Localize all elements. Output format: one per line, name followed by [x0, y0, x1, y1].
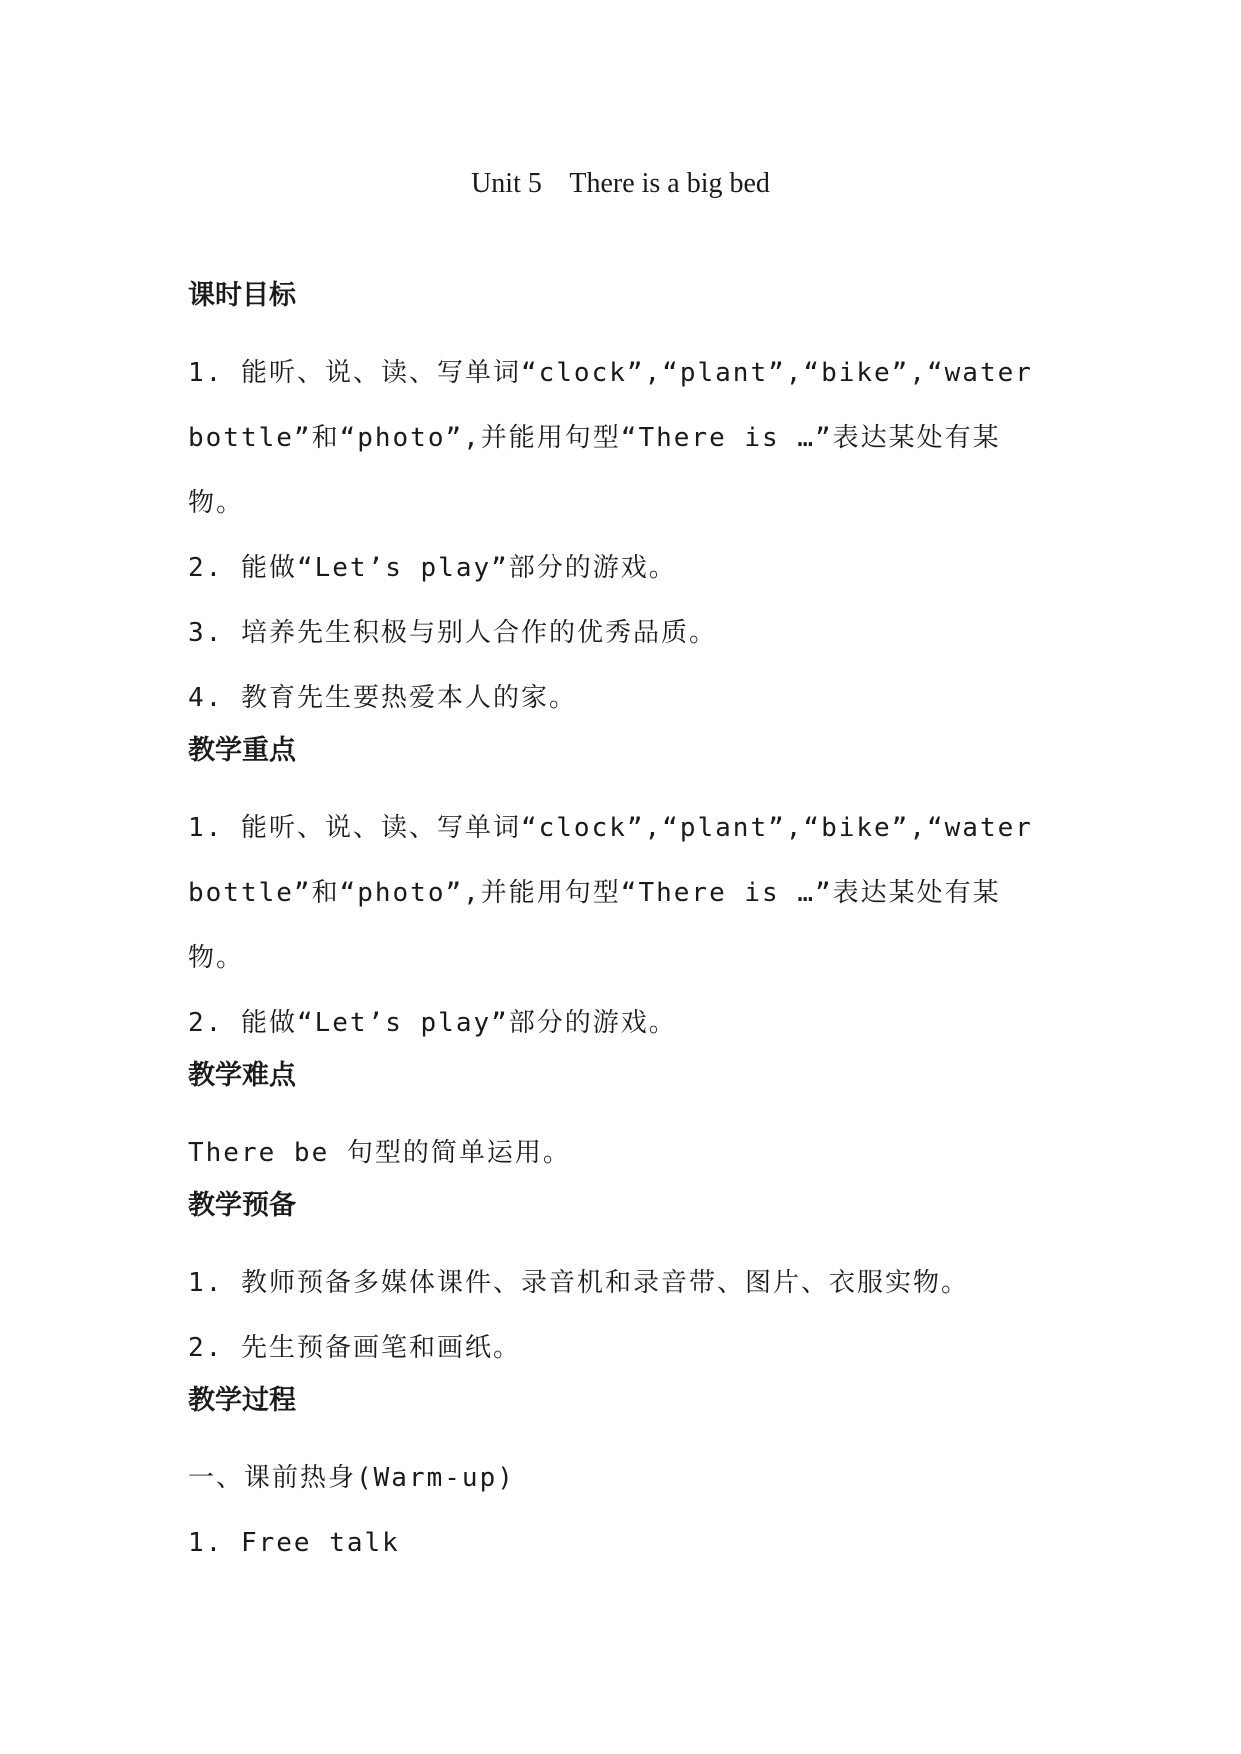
- text-line: 2. 先生预备画笔和画纸。: [188, 1333, 521, 1363]
- text-line: 2. 能做“Let’s play”部分的游戏。: [188, 1008, 677, 1038]
- text-line: 1. 能听、说、读、写单词“clock”,“plant”,“bike”,“water: [188, 358, 1033, 388]
- text-line: bottle”和“photo”,并能用句型“There is …”表达某处有某: [188, 423, 1001, 453]
- paragraph: [188, 1316, 1058, 1381]
- text-line: 1. Free talk: [188, 1528, 400, 1558]
- text-line: 物。: [188, 488, 245, 518]
- paragraph: [188, 666, 1058, 731]
- text-line: 4. 教育先生要热爱本人的家。: [188, 683, 577, 713]
- section-heading-key-points: 教学重点: [188, 735, 296, 766]
- document-title: Unit 5 There is a big bed: [471, 168, 770, 199]
- section-heading-difficulties: 教学难点: [188, 1060, 296, 1091]
- text-line: 物。: [188, 943, 245, 973]
- text-line: 一、课前热身(Warm-up): [188, 1463, 515, 1493]
- text-line: 1. 能听、说、读、写单词“clock”,“plant”,“bike”,“water: [188, 813, 1033, 843]
- section-heading-preparation: 教学预备: [188, 1190, 296, 1221]
- paragraph: [188, 601, 1058, 666]
- text-line: bottle”和“photo”,并能用句型“There is …”表达某处有某: [188, 878, 1001, 908]
- text-line: 1. 教师预备多媒体课件、录音机和录音带、图片、衣服实物。: [188, 1268, 969, 1298]
- paragraph: [188, 991, 1058, 1056]
- text-line: 2. 能做“Let’s play”部分的游戏。: [188, 553, 677, 583]
- paragraph: [188, 1446, 1058, 1511]
- section-heading-objectives: 课时目标: [188, 280, 296, 311]
- text-line: 3. 培养先生积极与别人合作的优秀品质。: [188, 618, 717, 648]
- paragraph: [188, 1251, 1058, 1316]
- section-heading-process: 教学过程: [188, 1385, 296, 1416]
- document-body: [188, 276, 1058, 1576]
- paragraph: [188, 1511, 1058, 1576]
- text-line: There be 句型的简单运用。: [188, 1138, 571, 1168]
- paragraph: [188, 1121, 1058, 1186]
- paragraph: [188, 536, 1058, 601]
- paragraph: [188, 341, 1058, 536]
- paragraph: [188, 796, 1058, 991]
